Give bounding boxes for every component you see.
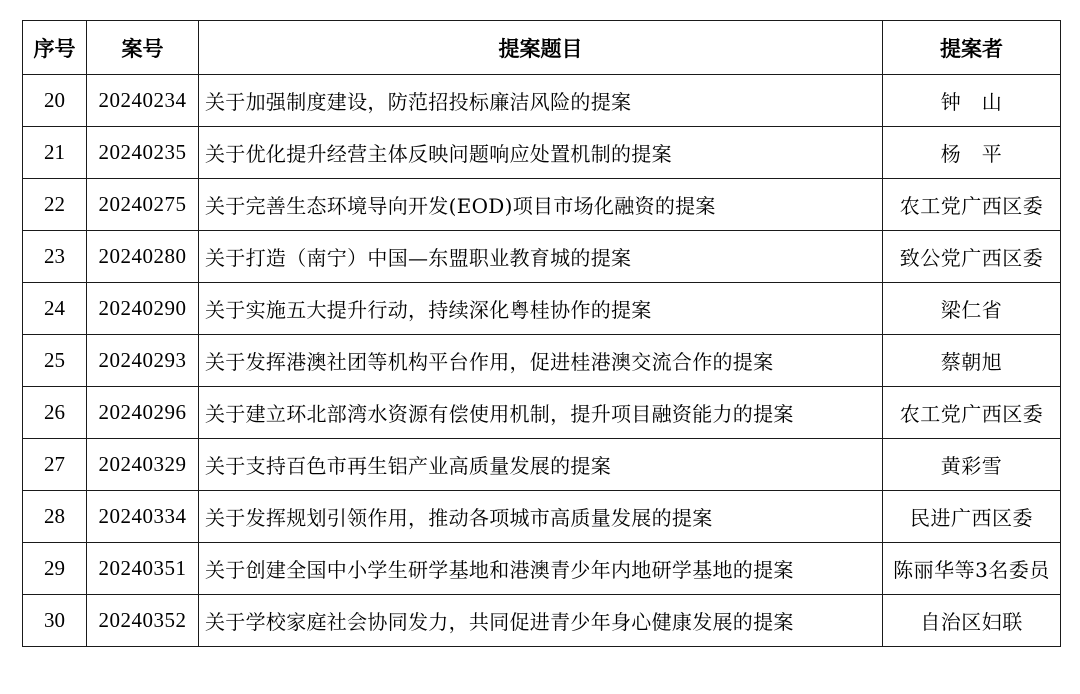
table-row bbox=[23, 179, 1061, 231]
table-row bbox=[23, 75, 1061, 127]
table-row bbox=[23, 543, 1061, 595]
cell-title: 关于完善生态环境导向开发(EOD)项目市场化融资的提案 bbox=[199, 179, 883, 231]
cell-title: 关于建立环北部湾水资源有偿使用机制，提升项目融资能力的提案 bbox=[199, 387, 883, 439]
cell-seq: 28 bbox=[23, 491, 87, 543]
table-row bbox=[23, 231, 1061, 283]
header-case-no: 案号 bbox=[87, 21, 199, 75]
cell-seq: 29 bbox=[23, 543, 87, 595]
cell-author: 自治区妇联 bbox=[883, 595, 1061, 647]
cell-case-no: 20240329 bbox=[87, 439, 199, 491]
cell-case-no: 20240352 bbox=[87, 595, 199, 647]
cell-author: 黄彩雪 bbox=[883, 439, 1061, 491]
cell-title: 关于创建全国中小学生研学基地和港澳青少年内地研学基地的提案 bbox=[199, 543, 883, 595]
cell-author: 钟 山 bbox=[883, 75, 1061, 127]
cell-title: 关于发挥港澳社团等机构平台作用，促进桂港澳交流合作的提案 bbox=[199, 335, 883, 387]
cell-seq: 24 bbox=[23, 283, 87, 335]
cell-case-no: 20240275 bbox=[87, 179, 199, 231]
cell-case-no: 20240235 bbox=[87, 127, 199, 179]
cell-author: 致公党广西区委 bbox=[883, 231, 1061, 283]
header-title: 提案题目 bbox=[199, 21, 883, 75]
table-row bbox=[23, 127, 1061, 179]
table-header bbox=[23, 21, 1061, 75]
table-row bbox=[23, 335, 1061, 387]
cell-seq: 26 bbox=[23, 387, 87, 439]
table-body bbox=[23, 75, 1061, 647]
cell-author: 陈丽华等3名委员 bbox=[883, 543, 1061, 595]
cell-case-no: 20240293 bbox=[87, 335, 199, 387]
cell-author: 农工党广西区委 bbox=[883, 387, 1061, 439]
cell-seq: 25 bbox=[23, 335, 87, 387]
table-row bbox=[23, 439, 1061, 491]
cell-seq: 23 bbox=[23, 231, 87, 283]
cell-title: 关于发挥规划引领作用，推动各项城市高质量发展的提案 bbox=[199, 491, 883, 543]
cell-author: 梁仁省 bbox=[883, 283, 1061, 335]
table-row bbox=[23, 491, 1061, 543]
cell-author: 蔡朝旭 bbox=[883, 335, 1061, 387]
cell-title: 关于优化提升经营主体反映问题响应处置机制的提案 bbox=[199, 127, 883, 179]
cell-title: 关于支持百色市再生铝产业高质量发展的提案 bbox=[199, 439, 883, 491]
header-seq: 序号 bbox=[23, 21, 87, 75]
cell-seq: 20 bbox=[23, 75, 87, 127]
cell-author: 杨 平 bbox=[883, 127, 1061, 179]
cell-seq: 22 bbox=[23, 179, 87, 231]
cell-title: 关于学校家庭社会协同发力，共同促进青少年身心健康发展的提案 bbox=[199, 595, 883, 647]
header-row bbox=[23, 21, 1061, 75]
cell-case-no: 20240334 bbox=[87, 491, 199, 543]
cell-title: 关于加强制度建设，防范招投标廉洁风险的提案 bbox=[199, 75, 883, 127]
cell-author: 民进广西区委 bbox=[883, 491, 1061, 543]
proposal-table bbox=[22, 20, 1061, 647]
cell-author: 农工党广西区委 bbox=[883, 179, 1061, 231]
cell-case-no: 20240234 bbox=[87, 75, 199, 127]
table-row bbox=[23, 387, 1061, 439]
header-author: 提案者 bbox=[883, 21, 1061, 75]
cell-case-no: 20240351 bbox=[87, 543, 199, 595]
cell-title: 关于打造（南宁）中国—东盟职业教育城的提案 bbox=[199, 231, 883, 283]
cell-seq: 30 bbox=[23, 595, 87, 647]
cell-case-no: 20240290 bbox=[87, 283, 199, 335]
table-row bbox=[23, 595, 1061, 647]
cell-case-no: 20240296 bbox=[87, 387, 199, 439]
cell-seq: 27 bbox=[23, 439, 87, 491]
cell-title: 关于实施五大提升行动，持续深化粤桂协作的提案 bbox=[199, 283, 883, 335]
table-row bbox=[23, 283, 1061, 335]
cell-case-no: 20240280 bbox=[87, 231, 199, 283]
cell-seq: 21 bbox=[23, 127, 87, 179]
